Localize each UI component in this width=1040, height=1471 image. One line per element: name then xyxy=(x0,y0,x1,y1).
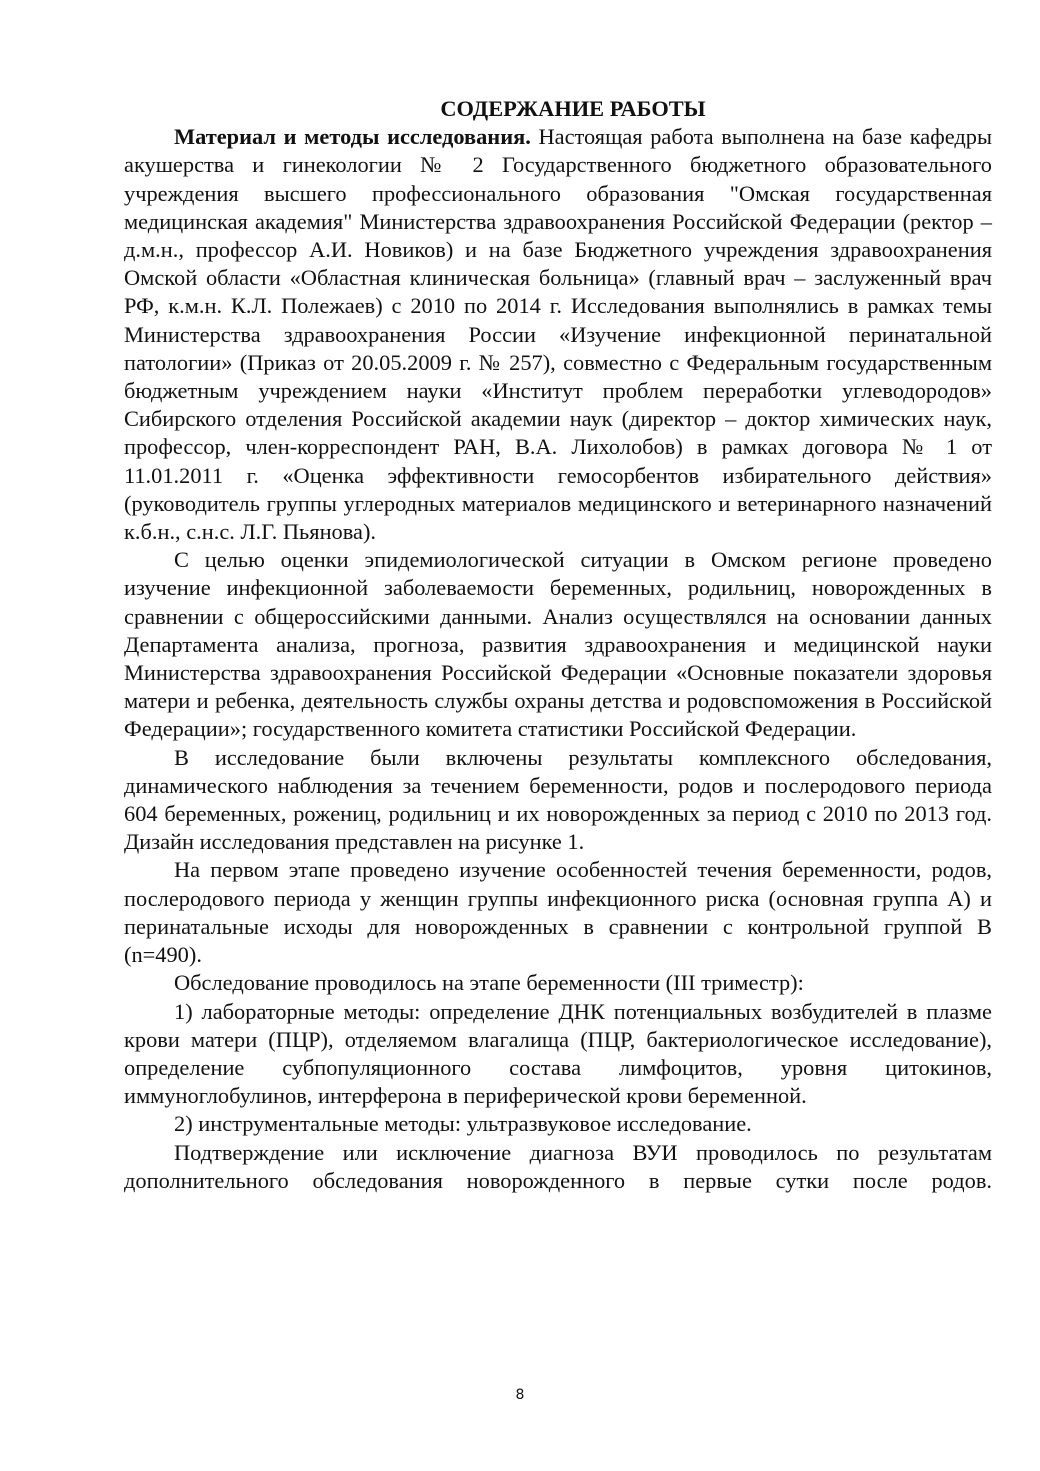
paragraph-first-stage: На первом этапе проведено изучение особенностей течения беременности, родов, послеродового периода у женщин группы инфекционного риска (основная группа А) и перинатальные исходы для новорожденных в сравнении с контрольной группой В (n=490). xyxy=(124,857,992,968)
paragraph-examination: Обследование проводилось на этапе беременности (III триместр): xyxy=(174,970,804,996)
paragraph-study-scope: В исследование были включены результаты комплексного обследования, динамического наблюдения за течением беременности, родов и послеродового периода 604 беременных, рожениц, родильниц и их новорожденных за период с 2010 по 2013 год. Дизайн исследования представлен на рисунке 1. xyxy=(124,744,992,855)
paragraph-materials-methods xyxy=(124,123,992,546)
paragraph-epidemiology: С целью оценки эпидемиологической ситуации в Омском регионе проведено изучение инфекционной заболеваемости беременных, родильниц, новорожденных в сравнении с общероссийскими данными. Анализ осуществлялся на основании данных Департамента анализа, прогноза, развития здравоохранения и медицинской науки Министерства здравоохранения Российской Федерации «Основные показатели здоровья матери и ребенка, деятельность службы охраны детства и родовспоможения в Российской Федерации»; государственного комитета статистики Российской Федерации. xyxy=(124,547,992,742)
document-page xyxy=(124,95,992,1195)
paragraph-diagnosis: Подтверждение или исключение диагноза ВУИ проводилось по результатам дополнительного обследования новорожденного в первые сутки после родов. xyxy=(124,1139,992,1193)
paragraph-lead: Материал и методы исследования. xyxy=(174,124,531,150)
paragraph-instrumental-methods: 2) инструментальные методы: ультразвуковое исследование. xyxy=(174,1111,752,1137)
paragraph-text: Настоящая работа выполнена на базе кафедры акушерства и гинекологии № 2 Государственного бюджетного образовательного учреждения высшего профессионального образования "Омская государственная медицинская академия" Министерства здравоохранения Российской Федерации (ректор – д.м.н., профессор А.И. Новиков) и на базе Бюджетного учреждения здравоохранения Омской области «Областная клиническая больница» (главный врач – заслуженный врач РФ, к.м.н. К.Л. Полежаев) с 2010 по 2014 г. Исследования выполнялись в рамках темы Министерства здравоохранения России «Изучение инфекционной перинатальной патологии» (Приказ от 20.05.2009 г. № 257), совместно с Федеральным государственным бюджетным учреждением науки «Институт проблем переработки углеводородов» Сибирского отделения Российской академии наук (директор – доктор химических наук, профессор, член-корреспондент РАН, В.А. Лихолобов) в рамках договора № 1 от 11.01.2011 г. «Оценка эффективности гемосорбентов избирательного действия» (руководитель группы углеродных материалов медицинского и ветеринарного назначений к.б.н., с.н.с. Л.Г. Пьянова). xyxy=(124,124,992,545)
paragraph-lab-methods: 1) лабораторные методы: определение ДНК потенциальных возбудителей в плазме крови матери (ПЦР), отделяемом влагалища (ПЦР, бактериологическое исследование), определение субпопуляционного состава лимфоцитов, уровня цитокинов, иммуноглобулинов, интерферона в периферической крови беременной. xyxy=(124,998,992,1109)
page-number: 8 xyxy=(515,1387,525,1403)
section-heading: СОДЕРЖАНИЕ РАБОТЫ xyxy=(440,96,706,121)
